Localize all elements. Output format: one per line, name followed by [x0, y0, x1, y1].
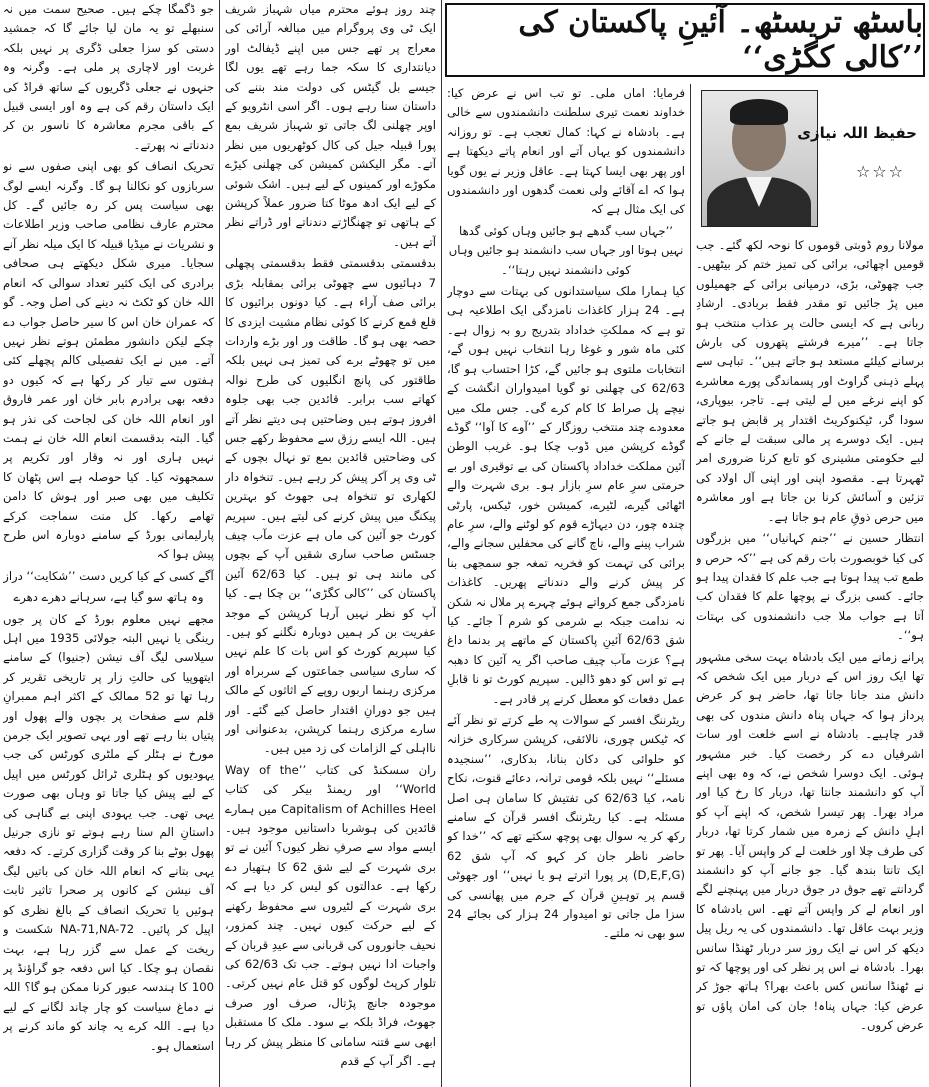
column-divider — [441, 0, 442, 1087]
article-column-2 — [447, 84, 685, 1087]
paragraph: ریٹرننگ افسر کے سوالات پہ طے کرتے تو نظر آئے کہ ٹیکس چوری، نالائقی، کرپشن سرکاری خزانہ کو حلوائی کی دکان بنانا، بدکاری، ’’سنجیدہ مسئلے‘‘ نہیں بلکہ قومی ترانہ، دعائے قنوت، نکاح نامہ، کیا 62/63 کی تفتیش کا سامان ہی اصل مسئلہ ہے۔ کیا ریٹرننگ افسر قرآن کے سامنے رکھ کر یہ سوال بھی پوچھ سکتے تھے کہ ’’خدا کو حاضر ناظر جان کر کہو کہ آپ شق 62 (D,E,F,G) پر پورا اترتے ہو یا نہیں‘‘ اور جھوٹی قسم پر توہینِ قرآن کے جرم میں پھانسی کی سزا مل جاتی تو امیدوار 24 ہزار کی بجائے 24 سو بھی نہ ملتے۔ — [447, 713, 685, 941]
paragraph: جو ڈگمگا چکے ہیں۔ صحیح سمت میں نہ سنبھلے تو یہ مان لیا جائے گا کہ جمشید دستی کو سزا جعلی ڈگری پر نہیں بلکہ غربت اور لاچاری پر ملی ہے۔ وگرنہ وہ جنہوں نے جعلی ڈگریوں کے ساتھ فراڈ کی ایک داستان رقم کی ہے وہ اور ایسی قبیل کے باقی مجرم معاشرہ کا ناسور بن کر دندناتے نہ پھرتے۔ — [3, 2, 214, 152]
paragraph: کیا ہمارا ملک سیاستدانوں کی بہتات سے دوچار ہے۔ 24 ہزار کاغذات نامزدگی ایک اطلاعیہ ہی تو ہے کہ مملکتِ خداداد بتدریج رو بہ زوال ہے۔ کئی ماہ شور و غوغا رہا انتخاب نہیں ہوں گے، انتخابات ملتوی ہو جائیں گے، کڑا احتساب ہو گا، 62/63 کی چھلنی تو گویا امیدواران انگشت کے نیچے پل صراط کا کام کرے گی۔ جس ملک میں معدودے چند منتخب روزگار کے ’’آوے کا آوا‘‘ گوڈے گوڈے کرپشن میں ڈوب چکا ہو۔ غریب الوطن آئین مملکت خداداد پاکستان کی بے توقیری اور بے حرمتی سرِ عام سرِ بازار ہو۔ بری شہرت والے اٹھائی گیرے، لٹیرے، کمیشن خور، ٹیکس، پارٹی چندہ چور، دن دیہاڑے قوم کو لوٹنے والے، سرِ عام شراب پینے والے، ناچ گانے کی محفلیں سجانے والے، برائی کی تہمت کو فخریہ تمغہ جو سمجھی بنا کر پیش کرنے والے دندناتے پھریں۔ کاغذات نامزدگی جمع کرواتے ہوئے چہرے پر ملال نہ شکن نہ ندامت جبکہ بے شرمی کو شرم آ جائے۔ کیا شق 62/63 آئینِ پاکستان کے ماتھے پر بدنما داغ ہے؟ عزت مآب چیف صاحب اگر یہ آئین کا دھبہ ہے تو اس کو دھو ڈالیں۔ سپریم کورٹ تو نا قابلِ عمل دفعات کو معطل کرنے پر قادر ہے۔ — [447, 284, 685, 706]
byline-box — [695, 84, 925, 234]
verse-line: وہ ہاتھ سو گیا ہے، سرہانے دھرے دھرے — [13, 590, 204, 605]
column-divider — [219, 0, 220, 1087]
rating-stars-icon: ☆☆☆ — [855, 162, 905, 181]
paragraph: چند روز ہوئے محترم میاں شہباز شریف ایک ٹی وی پروگرام میں مبالغہ آرائی کی معراج پر تھے جس میں اپنے ڈیفالٹ اور دیانتداری کا سکہ جما رہے تھے یوں لگا جیسے بل گیٹس کی دولت مند بننے کی داستان سنا رہے ہوں۔ اگر اسی انٹرویو کے اوپر چھلنی لگ جاتی تو شہباز شریف بمع پورا قبیلہ جیل کی کال کوٹھریوں میں نظر آتے۔ مگر الیکشن کمیشن کی چھلنی کیڑے مکوڑے اور کمینوں کے لیے ہیں۔ اشک شوئی کے لیے ایک ادھ موٹا کتا ضرور عملاً کرپشن کے ہاتھی تو چھنگاڑتے دندناتے اور ڈراتے نظر آتے ہیں۔ — [225, 2, 436, 249]
author-name: حفیظ اللہ نیازی — [797, 124, 917, 142]
paragraph: تحریک انصاف کو بھی اپنی صفوں سے نو سربازوں کو نکالنا ہو گا۔ وگرنہ ایسے لوگ بھی سیاست پس کر رہ جائیں گے۔ کل محترم عارف نظامی صاحب وزیر اطلاعات و نشریات نے میڈیا قبیلہ کا ایک میلہ نظر آنے سجایا۔ میری شکل دیکھتے ہی صحافی برادری کی ایک کثیر تعداد سوالی کہ انعام اللہ خان کو ٹکٹ نہ دینے کی اصل وجہ۔ گو کہ عمران خان اس کا سیر حاصل جواب دے چکے لیکن دانشور مطمئن ہوتے نظر نہیں آتے۔ میں نے ایک تفصیلی کالم پچھلے کئی ہفتوں سے تیار کر رکھا ہے کہ کیوں دو دفعہ بھی برادرم بابر خان اور عمر فاروق اور انعام اللہ خان کی لجاحت کی نذر ہو گیا۔ البتہ بدقسمت انعام اللہ خان نے ہمت نہیں ہاری اور نہ وقار اور تکریم پر سمجھوتہ کیا۔ کیا حوصلہ ہے اس پٹھان کا تکلیف میں بھی صبر اور ہوش کا دامن تھامے رکھا۔ کل منت سماجت کرکے پارلیمانی بورڈ کے سامنے دوبارہ اس طرح پیش ہوا کہ — [3, 159, 214, 562]
column-divider — [690, 84, 691, 1087]
paragraph: بدقسمتی بدقسمتی فقط بدقسمتی پچھلی 7 دہائیوں سے چھوٹی برائی بمقابلہ بڑی برائی صف آراء ہے۔ کیا دونوں برائیوں کا قلع قمع کرنے کا کوئی نظام مشیت ایزدی کا حصہ بھی ہو گا۔ طاقت ور اور بڑے واردات میں تو چھوٹے برے کی تمیز ہی نہیں بلکہ طاقتور کی پانچ انگلیوں کی طرح نوالہ کھاتے سب برابر۔ قائدین جب بھی جلوہ افروز ہوتے ہیں وضاحتیں ہی دیتے نظر آتے ہیں۔ اللہ ایسے رزق سے محفوظ رکھے جس کی وضاحتیں قائدین بمع تو نہال بچوں کے ٹی وی پر آکر پیش کر رہے ہیں۔ تنخواہ دار لکھاری تو تنخواہ ہی جھوٹ کو بہترین پیکنگ میں پیش کرنے کی لیتے ہیں۔ سپریم کورٹ جو آئین کی ماں ہے عزت مآب چیف جسٹس صاحب ساری شقیں آپ کے بچوں کی مانند ہی تو ہیں۔ کیا 62/63 آئین پاکستان کی ’’کالی کگڑی‘‘ بن چکا ہے۔ کیا آپ کو نظر نہیں آرہا کرپشن کے موجد عفریت بن کر ہمیں دوبارہ نگلنے کو ہیں۔ کیا سپریم کورٹ کو اس بات کا علم نہیں کہ ساری سیاسی جماعتوں کے سربراہ اور مرکزی رہنما اربوں روپے کے اثاثوں کے مالک ہیں جو دورانِ اقتدار حاصل کیے گئے۔ اور سارے مرکزی رہنما کرپشن، بدعنوانی اور نااہلی کے الزامات کی زد میں ہیں۔ — [225, 256, 436, 756]
paragraph: انتظار حسین نے ’’جنم کہانیاں‘‘ میں بزرگوں کی کیا خوبصورت بات رقم کی ہے ’’کہ حرص و طمع تب پیدا ہوتا ہے جب علم کا فقدان پیدا ہو جائے۔ کسی بزرگ نے پوچھا علم کا فقدان کب آتا ہے جواب ملا جب دانشمندوں کی بہتات ہو‘‘۔ — [696, 531, 924, 643]
paragraph: مولانا روم ڈوبتی قوموں کا نوحہ لکھ گئے۔ جب قومیں اچھائی، برائی کی تمیز ختم کر بیٹھیں۔ جب چھوٹی، بڑی، درمیانی برائی کے جھمیلوں میں پڑ جائیں تو مقدر فقط بربادی۔ ارشادِ ربانی ہے کہ ایسی حالت پر عذاب منتخب ہو جاتا ہے۔ ’’میرے فرشتے پتھروں کی بارش برسانے کیلئے مستعد ہو جاتے ہیں‘‘۔ تباہی سے پہلے ذہنی گراوٹ اور پسماندگی پورے معاشرے کو اپنے نرغے میں لے لیتی ہے۔ تاجر، بیوپاری، سودا گر، ٹیکنوکریٹ اقتدار پر قابض ہو جاتے ہیں۔ ایک دوسرے پر مالی سبقت لے جانے کے لیے حکومتی مشینری کو تابع کرنا ضروری امر ٹھہرتا ہے۔ مقصود اپنی اور اپنی آل اولاد کی تزئین و آسائش کرنا بن جاتا ہے اور معاشرہ میں حرص ذوقِ عام ہو جاتا ہے۔ — [696, 238, 924, 524]
paragraph: ران سسکنڈ کی کتاب ’’Way of the World‘‘ اور ریمنڈ بیکر کی کتاب Capitalism of Achilles Heel میں ہمارے قائدین کی ہوشربا داستانیں موجود ہیں۔ ایسے مواد سے صرفِ نظر کیوں؟ آئین نے تو بری شہرت کے لیے شق 62 کا ہتھیار دے رکھا ہے۔ عدالتوں کو لیس کر دیا ہے کہ بری شہرت کے لٹیروں سے محفوظ رکھنے کے لیے حرکت کیوں نہیں۔ چند کمزور، نحیف جانوروں کی قربانی سے عیدِ قربان کے واجبات ادا نہیں ہوتے۔ جب تک 62/63 کی تلوار کرپٹ لوگوں کو قتل عام نہیں کرتی۔ موجودہ جانچ پڑتال، صرف اور صرف جھوٹ، فراڈ بلکہ بے سود۔ ملک کا مستقبل ابھی سے قتنہ سامانی کا منظر پیش کر رہا ہے۔ اگر آپ کے قدم — [225, 762, 436, 1068]
paragraph: پرانے زمانے میں ایک بادشاہ بہت سخی مشہور تھا ایک روز اس کے دربار میں ایک شخص کہ دانش مند جانا جاتا تھا، حاضر ہو کر عرض پرداز ہوا کہ جہاں پناہ دانش مندوں کی بھی قدر چاہیے۔ بادشاہ نے اسے خلعت اور سات اشرفیاں دے کر رخصت کیا۔ خبر مشہور ہوئی۔ ایک دوسرا شخص نے، کہ وہ بھی اپنے آپ کو دانشمند جانتا تھا، دربار کا رخ کیا اور مراد بھرا۔ پھر تیسرا شخص، کہ اپنے آپ کو اہلِ دانش کے زمرہ میں شمار کرتا تھا، دربار کی طرف چلا اور خلعت لے کر واپس آیا۔ پھر تو ایک تانتا بندھ گیا۔ جو جانے آپ کو دانشمند گردانتے تھے جوق در جوق دربار میں پہنچنے لگے اور انعام لے کر واپس آتے تھے۔ اس بادشاہ کا وزیر بہت عاقل تھا۔ دانشمندوں کی یہ ریل پیل دیکھ کر اس نے ایک روز سر دربار ٹھنڈا سانس بھرا۔ بادشاہ نے اس پر نظر کی اور پوچھا کہ تو نے ٹھنڈا سانس کس باعث بھرا؟ ہاتھ جوڑ کر عرض کیا: جہاں پناہ! جان کی امان پاؤں تو عرض کروں۔ — [696, 649, 924, 1033]
author-photo — [701, 90, 818, 227]
verse-line: آگے کسی کے کیا کریں دست ’’شکایت‘‘ دراز — [3, 568, 214, 583]
article-column-3 — [225, 0, 436, 1087]
article-column-1 — [696, 236, 924, 1087]
quote: ’’جہاں سب گدھے ہو جائیں وہاں کوئی گدھا نہیں ہوتا اور جہاں سب دانشمند ہو جائیں وہاں کوئی دانشمند نہیں رہتا‘‘۔ — [448, 223, 684, 277]
article-column-4 — [3, 0, 214, 1087]
paragraph: فرمایا: اماں ملی۔ تو تب اس نے عرض کیا: خداوند نعمت تیری سلطنت دانشمندوں سے خالی ہے۔ بادشاہ نے کہا: کمال تعجب ہے۔ تو روزانہ دانشمندوں کو یہاں آتے اور انعام پاتے دیکھتا ہے اور پھر بھی ایسا کہتا ہے۔ عاقل وزیر نے یوں گویا ہوا کہ اے آقائے ولی نعمت گدھوں اور دانشمندوں کی ایک مثال ہے کہ — [447, 86, 685, 217]
paragraph: مجھے نہیں معلوم بورڈ کے کان پر جوں رینگی یا نہیں البتہ جولائی 1935 میں اہل سیلاسی لیگ آف نیشن (جنیوا) کے سامنے ایتھوپیا کی حالتِ زار پر تاریخی تقریر کر رہا تھا تو 52 ممالک کے اکثر اہم ممبرانِ قلم سے صفحات پر بچوں والے پھول اور پتیاں بنا رہے تھے اور یہی تصویر ایک جرمن مورخ نے ہٹلر کے ملٹری کورٹس کی جب یہودیوں کو ہٹلری ٹرائل کورٹس میں اپیل کے لیے پیش کیا جاتا تو وہاں بھی صورت یہی تھی۔ جب یہودی اپنی بے گناہی کی داستانِ الم سنا رہے ہوتے تو نازی جرنیل پھول بوٹے بنا کر وقت گزاری کرتے۔ کہ دفعہ یہی بتانے کہ انعام اللہ خان کی باتیں لیگ آف نیشن کے کانوں پر صحرا تاثیر ثابت ہوئیں یا تحریک انصاف کے بالغ نظری کو اپیل کر پائیں۔ NA-71,NA-72 شکست و ریخت کے عمل سے گزر رہا ہے، بہت نقصان ہو چکا۔ کیا اس دفعہ جو گراؤنڈ پر 100 کا ہندسہ عبور کرنا ممکن ہو گا؟ اللہ نے دماغ سیاست کو چار چاند لگانے کے لیے دیا ہے۔ اللہ کرے یہ چاند کو ماند کرنے پر استعمال ہو۔ — [3, 611, 214, 1053]
headline: باسٹھ تریسٹھ۔ آئینِ پاکستان کی ’’کالی کگڑی‘‘ — [518, 5, 923, 75]
headline-box — [445, 3, 925, 77]
